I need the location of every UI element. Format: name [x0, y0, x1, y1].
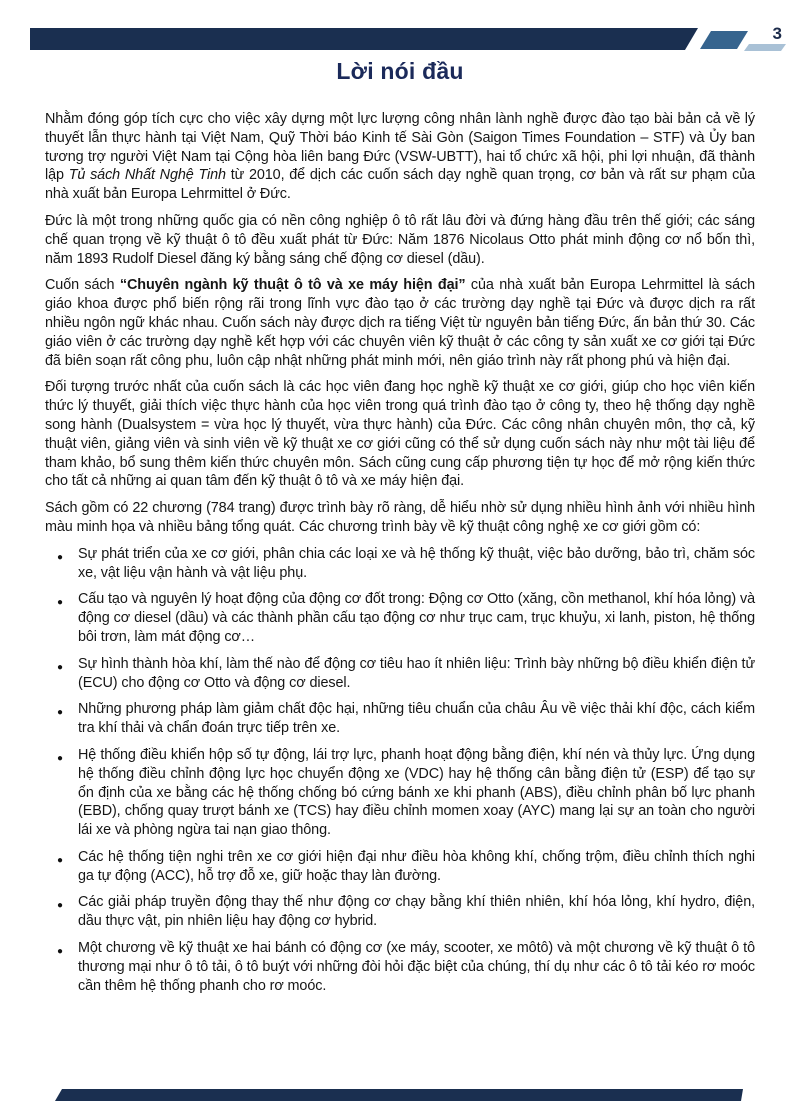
list-item-text: Một chương về kỹ thuật xe hai bánh có động cơ (xe máy, scooter, xe môtô) và một chương về kỹ thuật ô tô thương mại như ô tô tải, ô tô buýt với những đòi hỏi đặc biệt của chúng, thí dụ như các ô tô tải kéo rơ moóc cần thêm hệ thống phanh cho rơ moóc.: [78, 940, 755, 994]
list-item: [45, 590, 755, 646]
bullet-icon: ●: [57, 661, 63, 673]
bullet-icon: ●: [57, 597, 63, 609]
paragraph-2: Đức là một trong những quốc gia có nền công nghiệp ô tô rất lâu đời và đứng hàng đầu trên thế giới; các sáng chế quan trọng về kỹ thuật ô tô đều xuất phát từ Đức: Năm 1876 Nicolaus Otto phát minh động cơ nổ bốn thì, năm 1893 Rudolf Diesel đăng ký bằng sáng chế động cơ diesel (dầu).: [45, 212, 755, 267]
bullet-icon: ●: [57, 900, 63, 912]
list-item: [45, 848, 755, 886]
list-item-text: Các hệ thống tiện nghi trên xe cơ giới hiện đại như điều hòa không khí, chống trộm, điều chỉnh thích nghi ga tự động (ACC), hỗ trợ đỗ xe, giữ hoặc thay làn đường.: [78, 848, 755, 884]
list-item: [45, 893, 755, 931]
list-item-text: Các giải pháp truyền động thay thế như động cơ chạy bằng khí thiên nhiên, khí hóa lỏng, khí hydro, điện, dầu thực vật, pin nhiên liệu hay động cơ hybrid.: [78, 894, 755, 930]
list-item-text: Hệ thống điều khiển hộp số tự động, lái trợ lực, phanh hoạt động bằng điện, khí nén và thủy lực. Ứng dụng hệ thống điều chỉnh động lực học chuyển động xe (VDC) hay hệ thống cân bằng điện tử (ESP) để tạo sự ổn định của xe bằng các hệ thống chống bó cứng bánh xe khi phanh (ABS), điều chỉnh phân bố lực phanh (EBD), chống quay trượt bánh xe (TCS) hay điều chỉnh momen xoay (AYC) mang lại sự an toàn cho người lái xe và phòng ngừa tai nạn giao thông.: [78, 746, 755, 839]
footer-navy-bar: [55, 1089, 743, 1101]
body-text: [45, 110, 755, 1003]
paragraph-3: [45, 276, 755, 370]
paragraph-1-text-end: từ 2010, để dịch các cuốn sách dạy nghề quan trọng, cơ bản và rất sư phạm của nhà xuất bản Europa Lehrmittel ở Đức.: [45, 167, 756, 203]
list-item: [45, 700, 755, 738]
list-item: [45, 939, 755, 995]
list-item-text: Sự phát triển của xe cơ giới, phân chia các loại xe và hệ thống kỹ thuật, việc bảo dưỡng, bảo trì, chăm sóc xe, vật liệu vận hành và vật liệu phụ.: [78, 545, 755, 581]
page-number: 3: [772, 24, 782, 43]
bullet-icon: ●: [57, 854, 63, 866]
list-item-text: Cấu tạo và nguyên lý hoạt động của động cơ đốt trong: Động cơ Otto (xăng, cồn methanol, khí hóa lỏng) và động cơ diesel (dầu) và các thành phần cấu tạo động cơ như trục cam, trục khuỷu, xi lanh, piston, hệ thống bôi trơn, làm mát động cơ…: [78, 591, 755, 645]
list-item-text: Sự hình thành hòa khí, làm thế nào để động cơ tiêu hao ít nhiên liệu: Trình bày những bộ điều khiển điện tử (ECU) cho động cơ Otto và động cơ diesel.: [78, 655, 755, 691]
paragraph-1: [45, 110, 755, 204]
bullet-icon: ●: [57, 707, 63, 719]
paragraph-3-text: Cuốn sách: [45, 277, 120, 294]
bullet-icon: ●: [57, 946, 63, 958]
list-item: [45, 655, 755, 693]
topic-list: [45, 545, 755, 996]
paragraph-3-bold-book-title: “Chuyên ngành kỹ thuật ô tô và xe máy hiện đại”: [119, 277, 466, 294]
list-item: [45, 746, 755, 840]
list-item-text: Những phương pháp làm giảm chất độc hại, những tiêu chuẩn của châu Âu về việc thải khí độc, cách kiểm tra khí thải và chẩn đoán trực tiếp trên xe.: [78, 701, 755, 737]
bullet-icon: ●: [57, 752, 63, 764]
header-accent-parallelogram: [700, 31, 748, 49]
header-navy-bar: [30, 28, 698, 50]
page-title: Lời nói đầu: [336, 58, 464, 84]
bullet-icon: ●: [57, 551, 63, 563]
header-light-bar: [744, 44, 786, 51]
paragraph-4: Đối tượng trước nhất của cuốn sách là các học viên đang học nghề kỹ thuật xe cơ giới, giúp cho học viên kiến thức lý thuyết, giải thích việc thực hành của học viên trong quá trình đào tạo ở công ty, theo hệ thống dạy nghề song hành (Dualsystem = vừa học lý thuyết, vừa thực hành) của Đức. Các công nhân chuyên môn, thợ cả, kỹ thuật viên, giảng viên và sinh viên về kỹ thuật xe cơ giới cũng có thể sử dụng cuốn sách này như một tài liệu để tham khảo, bổ sung thêm kiến thức chuyên môn. Sách cũng cung cấp phương tiện tự học để mở rộng kiến thức cho tất cả những ai quan tâm đến kỹ thuật ô tô và xe máy hiện đại.: [45, 379, 755, 490]
paragraph-1-text: Nhằm đóng góp tích cực cho việc xây dựng một lực lượng công nhân lành nghề được đào tạo bài bản cả về lý thuyết lẫn thực hành tại Việt Nam, Quỹ Thời báo Kinh tế Sài Gòn (Saigon Times Foundation – STF) và Ủy ban tương trợ người Việt Nam tại Cộng hòa liên bang Đức (VSW-UBTT), hai tổ chức xã hội, phi lợi nhuận, đã thành lập: [45, 111, 755, 184]
paragraph-5: Sách gồm có 22 chương (784 trang) được trình bày rõ ràng, dễ hiểu nhờ sử dụng nhiều hình ảnh với nhiều hình màu minh họa và nhiều bảng tổng quát. Các chương trình bày về kỹ thuật công nghệ xe cơ giới gồm có:: [45, 500, 755, 535]
list-item: [45, 545, 755, 583]
paragraph-1-italic-series-name: Tủ sách Nhất Nghệ Tinh: [68, 167, 226, 184]
paragraph-3-text-end: của nhà xuất bản Europa Lehrmittel là sách giáo khoa được phổ biến rộng rãi trong lĩnh vực đào tạo ở các trường dạy nghề tại Đức và được dịch ra rất nhiều ngôn ngữ khác nhau. Cuốn sách này được dịch ra tiếng Việt từ nguyên bản tiếng Đức, ấn bản thứ 30. Các giáo viên ở các trường dạy nghề kết hợp với các chuyên viên kỹ thuật ở các công ty sản xuất xe cơ giới tại Đức đã biên soạn rất công phu, luôn cập nhật những phát minh mới, nên giáo trình này rất phong phú và hiện đại.: [45, 277, 755, 369]
